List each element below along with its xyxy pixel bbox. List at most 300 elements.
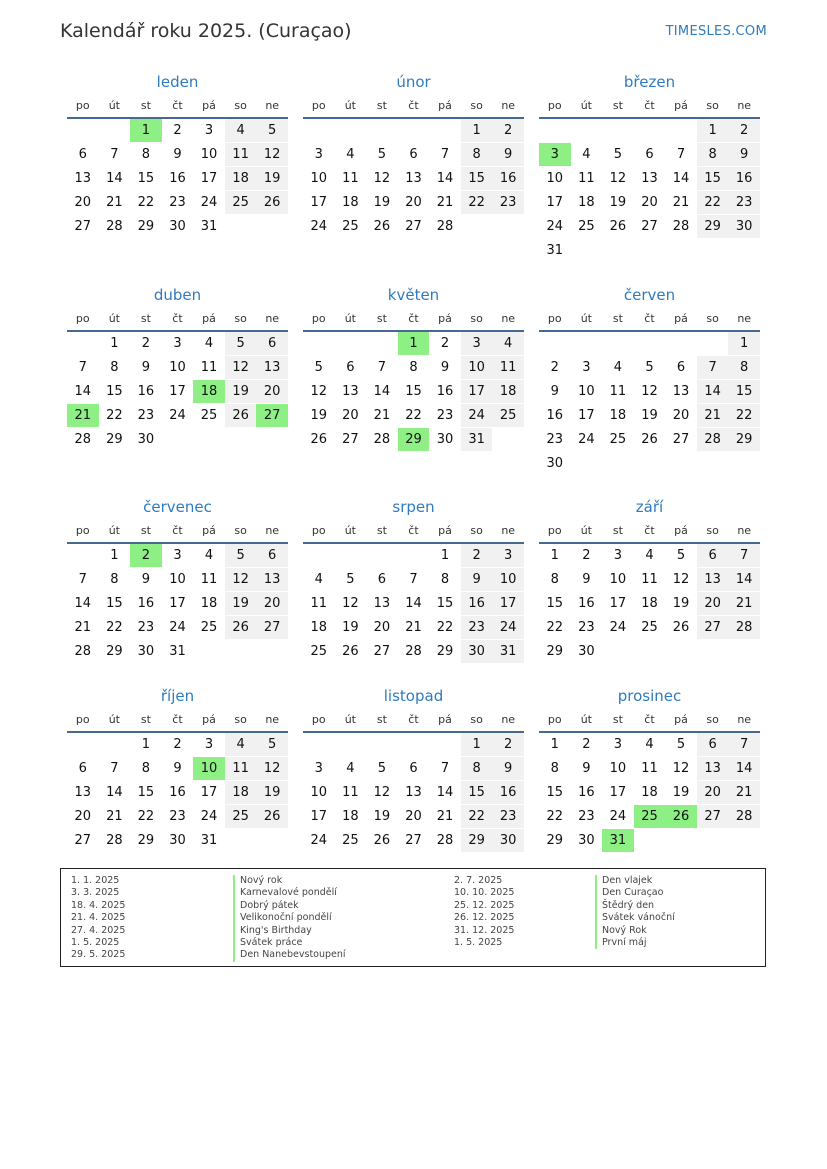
day-cell: 15 <box>728 380 760 403</box>
weekday-label: st <box>612 312 623 325</box>
day-cell: 26 <box>641 432 658 447</box>
day-cell: 26 <box>225 616 257 639</box>
day-cell: 4 <box>225 119 257 142</box>
day-cell: 27 <box>405 833 422 848</box>
day-cell: 7 <box>697 356 729 379</box>
day-cell: 16 <box>492 167 524 190</box>
holiday-date: 2. 7. 2025 <box>454 875 503 886</box>
holiday-date: 1. 5. 2025 <box>454 937 503 949</box>
weekday-label: ne <box>501 99 516 112</box>
day-cell: 18 <box>225 167 257 190</box>
month-calendar <box>67 73 288 263</box>
day-cell: 28 <box>697 428 729 451</box>
day-cell: 8 <box>141 761 151 776</box>
day-cell: 13 <box>373 596 391 611</box>
day-cell: 12 <box>641 384 658 399</box>
weekday-label: st <box>140 524 151 537</box>
day-cell: 29 <box>137 219 155 234</box>
day-cell: 28 <box>672 219 690 234</box>
day-cell: 16 <box>436 384 454 399</box>
day-cell: 25 <box>492 404 524 427</box>
day-cell: 13 <box>405 785 422 800</box>
day-cell: 11 <box>578 171 595 186</box>
weekday-label: pá <box>202 99 216 112</box>
month-name: březen <box>623 73 676 91</box>
day-cell: 17 <box>492 592 524 615</box>
day-cell: 4 <box>492 332 524 355</box>
month-name: květen <box>387 286 440 304</box>
weekday-label: po <box>547 312 562 325</box>
day-cell: 1 <box>110 336 119 351</box>
day-cell: 12 <box>373 171 391 186</box>
day-cell: 31 <box>200 833 218 848</box>
day-cell: 12 <box>225 568 257 591</box>
day-cell: 14 <box>728 568 760 591</box>
day-cell: 17 <box>609 596 627 611</box>
site-link[interactable]: TIMESLES.COM <box>665 24 767 39</box>
weekday-label: po <box>75 713 90 726</box>
day-cell: 12 <box>342 596 359 611</box>
holiday-name: Velikonoční pondělí <box>240 912 332 924</box>
day-cell: 25 <box>609 432 627 447</box>
day-cell: 19 <box>373 809 391 824</box>
holiday-date: 31. 12. 2025 <box>454 924 515 936</box>
day-cell: 4 <box>645 548 654 563</box>
day-cell: 7 <box>440 147 450 162</box>
month-name: prosinec <box>617 687 682 705</box>
day-cell: 10 <box>492 568 524 591</box>
weekday-label: pá <box>438 713 452 726</box>
day-cell: 21 <box>373 408 391 423</box>
holiday-name: Karnevalové pondělí <box>240 887 337 899</box>
day-cell: 8 <box>697 143 729 166</box>
day-cell: 13 <box>342 384 359 399</box>
day-cell: 19 <box>672 596 690 611</box>
holiday-list <box>60 868 766 967</box>
day-cell: 8 <box>409 360 418 375</box>
day-cell: 28 <box>405 644 422 659</box>
holiday-names-right <box>595 875 675 949</box>
weekday-label: út <box>580 713 592 726</box>
day-cell: 29 <box>728 428 760 451</box>
day-cell: 10 <box>193 757 225 780</box>
weekday-label: ne <box>265 713 280 726</box>
day-cell: 18 <box>342 809 359 824</box>
day-cell: 2 <box>728 119 760 142</box>
day-cell: 22 <box>137 195 155 210</box>
day-cell: 22 <box>461 805 493 828</box>
day-cell: 15 <box>461 781 493 804</box>
day-cell: 14 <box>106 171 123 186</box>
day-cell: 2 <box>173 737 182 752</box>
weekday-label: st <box>612 524 623 537</box>
month-name: únor <box>396 73 431 91</box>
day-cell: 18 <box>342 195 359 210</box>
day-cell: 10 <box>461 356 493 379</box>
day-cell: 21 <box>728 781 760 804</box>
weekday-label: ne <box>501 713 516 726</box>
day-cell: 18 <box>578 195 595 210</box>
day-cell: 8 <box>728 356 760 379</box>
day-cell: 15 <box>546 785 564 800</box>
day-cell: 4 <box>204 548 214 563</box>
day-cell: 10 <box>200 147 218 162</box>
day-cell: 23 <box>137 620 155 635</box>
day-cell: 1 <box>398 332 430 355</box>
day-cell: 14 <box>728 757 760 780</box>
day-cell: 23 <box>578 620 595 635</box>
day-cell: 30 <box>578 644 595 659</box>
day-cell: 17 <box>310 809 328 824</box>
weekday-label: so <box>234 713 247 726</box>
holiday-names-left <box>233 875 346 962</box>
day-cell: 20 <box>697 781 729 804</box>
day-cell: 7 <box>728 544 760 567</box>
day-cell: 28 <box>106 219 123 234</box>
day-cell: 2 <box>550 360 559 375</box>
holiday-date: 1. 1. 2025 <box>71 875 120 886</box>
holiday-date: 10. 10. 2025 <box>454 887 515 899</box>
day-cell: 8 <box>550 761 559 776</box>
weekday-label: čt <box>408 99 419 112</box>
day-cell: 18 <box>310 620 328 635</box>
weekday-label: čt <box>408 713 419 726</box>
day-cell: 7 <box>409 572 418 587</box>
day-cell: 27 <box>74 219 92 234</box>
day-cell: 2 <box>492 119 524 142</box>
day-cell: 6 <box>645 147 654 162</box>
day-cell: 6 <box>256 544 288 567</box>
weekday-label: ne <box>265 524 280 537</box>
day-cell: 1 <box>110 548 119 563</box>
day-cell: 30 <box>578 833 595 848</box>
day-cell: 28 <box>373 432 391 447</box>
day-cell: 16 <box>492 781 524 804</box>
day-cell: 23 <box>461 616 493 639</box>
day-cell: 3 <box>582 360 591 375</box>
weekday-label: út <box>344 524 356 537</box>
day-cell: 31 <box>546 243 564 258</box>
weekday-label: pá <box>438 524 452 537</box>
day-cell: 29 <box>546 833 564 848</box>
day-cell: 8 <box>110 572 119 587</box>
weekday-label: pá <box>202 312 216 325</box>
day-cell: 24 <box>200 809 218 824</box>
day-cell: 12 <box>609 171 627 186</box>
day-cell: 24 <box>609 809 627 824</box>
weekday-label: so <box>234 312 247 325</box>
day-cell: 12 <box>672 761 690 776</box>
day-cell: 5 <box>676 548 686 563</box>
day-cell: 22 <box>697 191 729 214</box>
weekday-label: so <box>706 312 719 325</box>
day-cell: 14 <box>373 384 391 399</box>
day-cell: 25 <box>342 219 359 234</box>
month-name: leden <box>156 73 199 91</box>
weekday-label: pá <box>438 312 452 325</box>
day-cell: 6 <box>256 332 288 355</box>
day-cell: 13 <box>641 171 658 186</box>
day-cell: 17 <box>310 195 328 210</box>
day-cell: 19 <box>641 408 658 423</box>
day-cell: 13 <box>405 171 422 186</box>
day-cell: 23 <box>728 191 760 214</box>
day-cell: 4 <box>314 572 323 587</box>
weekday-label: út <box>108 99 120 112</box>
day-cell: 7 <box>676 147 686 162</box>
day-cell: 10 <box>310 785 328 800</box>
weekday-label: čt <box>644 99 655 112</box>
day-cell: 11 <box>609 384 627 399</box>
day-cell: 23 <box>137 408 155 423</box>
holiday-name: Den Curaçao <box>602 887 664 899</box>
day-cell: 5 <box>613 147 623 162</box>
day-cell: 6 <box>697 733 729 756</box>
day-cell: 26 <box>256 805 288 828</box>
holiday-dates-left <box>71 875 125 962</box>
day-cell: 26 <box>342 644 359 659</box>
day-cell: 6 <box>346 360 355 375</box>
day-cell: 24 <box>609 620 627 635</box>
holiday-date: 21. 4. 2025 <box>71 912 126 924</box>
holiday-date: 1. 5. 2025 <box>71 937 120 949</box>
weekday-label: út <box>344 312 356 325</box>
day-cell: 10 <box>578 384 595 399</box>
day-cell: 11 <box>225 143 257 166</box>
day-cell: 19 <box>256 781 288 804</box>
day-cell: 2 <box>130 544 162 567</box>
day-cell: 6 <box>697 544 729 567</box>
day-cell: 1 <box>461 733 493 756</box>
day-cell: 24 <box>546 219 564 234</box>
day-cell: 5 <box>256 119 288 142</box>
day-cell: 29 <box>546 644 564 659</box>
weekday-label: so <box>706 713 719 726</box>
day-cell: 23 <box>169 195 186 210</box>
day-cell: 24 <box>200 195 218 210</box>
day-cell: 27 <box>697 616 729 639</box>
day-cell: 20 <box>641 195 658 210</box>
day-cell: 6 <box>676 360 686 375</box>
day-cell: 3 <box>204 737 214 752</box>
weekday-label: ne <box>265 312 280 325</box>
weekday-label: po <box>547 524 562 537</box>
month-name: červenec <box>143 498 212 516</box>
day-cell: 13 <box>697 757 729 780</box>
day-cell: 7 <box>78 360 87 375</box>
page-title: Kalendář roku 2025. (Curaçao) <box>60 20 352 42</box>
day-cell: 28 <box>728 616 760 639</box>
day-cell: 23 <box>169 809 186 824</box>
day-cell: 7 <box>728 733 760 756</box>
month-calendar <box>539 286 760 476</box>
day-cell: 14 <box>106 785 123 800</box>
day-cell: 29 <box>106 644 123 659</box>
day-cell: 20 <box>74 809 92 824</box>
day-cell: 26 <box>310 432 328 447</box>
day-cell: 31 <box>602 829 634 852</box>
day-cell: 9 <box>141 572 151 587</box>
weekday-label: st <box>140 99 151 112</box>
day-cell: 23 <box>492 191 524 214</box>
day-cell: 13 <box>672 384 690 399</box>
weekday-label: čt <box>644 524 655 537</box>
day-cell: 28 <box>74 432 92 447</box>
day-cell: 1 <box>130 119 162 142</box>
day-cell: 7 <box>440 761 450 776</box>
weekday-label: po <box>547 713 562 726</box>
day-cell: 3 <box>173 336 182 351</box>
month-name: srpen <box>392 498 435 516</box>
day-cell: 18 <box>641 596 658 611</box>
day-cell: 13 <box>74 785 92 800</box>
day-cell: 20 <box>697 592 729 615</box>
holiday-name: Svátek vánoční <box>602 912 675 924</box>
holiday-date: 26. 12. 2025 <box>454 912 515 924</box>
day-cell: 7 <box>110 147 119 162</box>
day-cell: 14 <box>697 380 729 403</box>
holiday-name: Den Nanebevstoupení <box>240 949 346 961</box>
day-cell: 22 <box>546 809 564 824</box>
day-cell: 15 <box>137 171 155 186</box>
weekday-label: po <box>75 99 90 112</box>
day-cell: 27 <box>373 644 391 659</box>
weekday-label: pá <box>674 312 688 325</box>
day-cell: 10 <box>609 572 627 587</box>
day-cell: 11 <box>342 171 359 186</box>
weekday-label: út <box>580 312 592 325</box>
day-cell: 6 <box>409 761 418 776</box>
month-calendar <box>303 286 524 476</box>
weekday-label: po <box>75 524 90 537</box>
holiday-name: Štědrý den <box>602 899 655 911</box>
day-cell: 22 <box>461 191 493 214</box>
day-cell: 30 <box>492 829 524 852</box>
day-cell: 8 <box>461 143 493 166</box>
day-cell: 15 <box>546 596 564 611</box>
day-cell: 30 <box>461 640 493 663</box>
day-cell: 20 <box>256 380 288 403</box>
day-cell: 11 <box>492 356 524 379</box>
day-cell: 21 <box>436 195 454 210</box>
day-cell: 19 <box>310 408 328 423</box>
day-cell: 2 <box>461 544 493 567</box>
day-cell: 31 <box>169 644 186 659</box>
day-cell: 12 <box>225 356 257 379</box>
weekday-label: čt <box>408 524 419 537</box>
day-cell: 6 <box>78 761 87 776</box>
day-cell: 4 <box>645 737 654 752</box>
day-cell: 25 <box>200 408 218 423</box>
day-cell: 17 <box>461 380 493 403</box>
day-cell: 18 <box>641 785 658 800</box>
day-cell: 28 <box>106 833 123 848</box>
day-cell: 22 <box>137 809 155 824</box>
day-cell: 25 <box>578 219 595 234</box>
day-cell: 15 <box>106 596 123 611</box>
day-cell: 24 <box>169 408 186 423</box>
day-cell: 26 <box>672 620 690 635</box>
day-cell: 24 <box>169 620 186 635</box>
month-name: duben <box>153 286 202 304</box>
day-cell: 16 <box>137 596 155 611</box>
day-cell: 31 <box>461 428 493 451</box>
day-cell: 7 <box>78 572 87 587</box>
day-cell: 29 <box>697 215 729 238</box>
day-cell: 15 <box>436 596 454 611</box>
day-cell: 9 <box>492 143 524 166</box>
day-cell: 10 <box>169 360 186 375</box>
day-cell: 30 <box>728 215 760 238</box>
day-cell: 2 <box>582 737 591 752</box>
day-cell: 3 <box>204 123 214 138</box>
day-cell: 10 <box>169 572 186 587</box>
day-cell: 24 <box>310 219 328 234</box>
day-cell: 20 <box>373 620 391 635</box>
day-cell: 2 <box>582 548 591 563</box>
weekday-label: po <box>311 312 326 325</box>
holiday-name: Svátek práce <box>240 937 303 949</box>
day-cell: 13 <box>697 568 729 591</box>
day-cell: 3 <box>173 548 182 563</box>
day-cell: 2 <box>141 336 151 351</box>
day-cell: 22 <box>546 620 564 635</box>
day-cell: 10 <box>310 171 328 186</box>
day-cell: 7 <box>377 360 387 375</box>
day-cell: 18 <box>492 380 524 403</box>
weekday-label: st <box>376 312 387 325</box>
holiday-dates-right <box>454 875 514 949</box>
day-cell: 16 <box>728 167 760 190</box>
day-cell: 16 <box>461 592 493 615</box>
month-name: říjen <box>160 687 195 705</box>
day-cell: 25 <box>225 191 257 214</box>
holiday-date: 29. 5. 2025 <box>71 949 126 961</box>
day-cell: 27 <box>672 432 690 447</box>
weekday-label: pá <box>674 524 688 537</box>
day-cell: 24 <box>461 404 493 427</box>
day-cell: 12 <box>256 143 288 166</box>
weekday-label: čt <box>172 312 183 325</box>
day-cell: 30 <box>546 456 564 471</box>
day-cell: 26 <box>373 219 391 234</box>
day-cell: 4 <box>225 733 257 756</box>
weekday-label: ne <box>501 524 516 537</box>
day-cell: 8 <box>550 572 559 587</box>
day-cell: 20 <box>405 809 422 824</box>
day-cell: 15 <box>405 384 422 399</box>
day-cell: 30 <box>169 219 186 234</box>
month-calendar <box>303 687 524 877</box>
weekday-label: so <box>234 524 247 537</box>
holiday-name: King's Birthday <box>240 924 312 936</box>
day-cell: 22 <box>728 404 760 427</box>
day-cell: 12 <box>373 785 391 800</box>
weekday-label: út <box>108 713 120 726</box>
day-cell: 28 <box>74 644 92 659</box>
day-cell: 6 <box>409 147 418 162</box>
day-cell: 31 <box>492 640 524 663</box>
day-cell: 21 <box>728 592 760 615</box>
day-cell: 20 <box>74 195 92 210</box>
day-cell: 19 <box>672 785 690 800</box>
month-calendar <box>67 498 288 688</box>
weekday-label: čt <box>172 99 183 112</box>
month-calendar <box>539 73 760 263</box>
day-cell: 1 <box>550 548 559 563</box>
month-name: červen <box>623 286 676 304</box>
day-cell: 9 <box>582 572 591 587</box>
